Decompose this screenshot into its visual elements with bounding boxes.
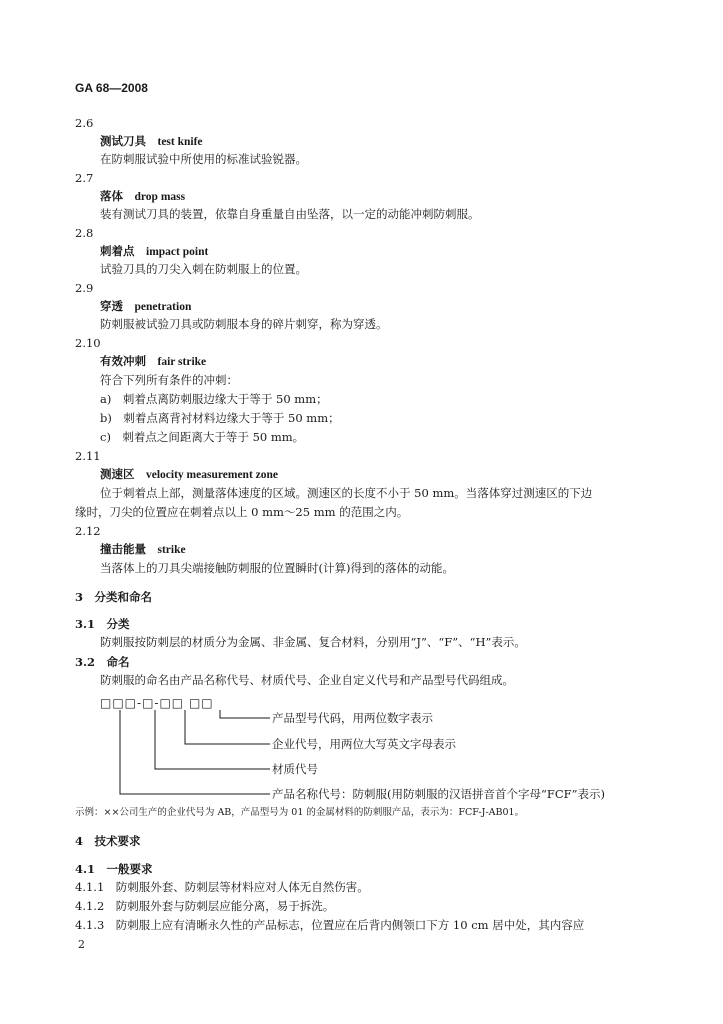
clause-number: 2.6 — [75, 116, 94, 130]
example-note: 示例：××公司生产的企业代号为 AB，产品型号为 01 的金属材料的防刺服产品，表示为：FCF-J-AB01。 — [75, 807, 525, 818]
clause-number: 2.8 — [75, 226, 94, 240]
term-heading — [100, 189, 185, 204]
term-en: impact point — [146, 246, 209, 258]
term-zh: 有效冲刺 — [100, 354, 146, 368]
clause-number: 2.9 — [75, 281, 94, 295]
page-number: 2 — [78, 938, 85, 951]
term-heading — [100, 354, 206, 369]
paragraph: 防刺服按防刺层的材质分为金属、非金属、复合材料，分别用“J”、“F”、“H”表示。 — [100, 635, 526, 649]
requirement-item: 4.1.2 防刺服外套与防刺层应能分离，易于拆洗。 — [75, 899, 335, 913]
term-heading — [100, 467, 278, 482]
term-en: test knife — [157, 136, 203, 148]
term-heading — [100, 134, 203, 149]
term-en: velocity measurement zone — [146, 469, 278, 481]
clause-number: 2.12 — [75, 524, 101, 538]
code-pattern: □□□-□-□□ □□ — [100, 696, 214, 710]
term-zh: 测试刀具 — [100, 134, 146, 148]
term-definition: 在防刺服试验中所使用的标准试验锐器。 — [100, 152, 307, 166]
requirement-item: 4.1.1 防刺服外套、防刺层等材料应对人体无自然伤害。 — [75, 880, 369, 894]
clause-number: 2.11 — [75, 449, 101, 463]
term-zh: 测速区 — [100, 467, 135, 481]
term-definition: 试验刀具的刀尖入刺在防刺服上的位置。 — [100, 262, 307, 276]
term-definition: 防刺服被试验刀具或防刺服本身的碎片刺穿，称为穿透。 — [100, 317, 388, 331]
list-item: a) 刺着点离防刺服边缘大于等于 50 mm； — [100, 392, 328, 406]
term-zh: 穿透 — [100, 299, 123, 313]
label-material-code: 材质代号 — [272, 762, 318, 776]
term-zh: 落体 — [100, 189, 123, 203]
term-zh: 撞击能量 — [100, 542, 146, 556]
term-definition: 符合下列所有条件的冲刺： — [100, 373, 238, 387]
term-en: drop mass — [134, 191, 186, 203]
clause-number: 2.7 — [75, 171, 94, 185]
paragraph: 防刺服的命名由产品名称代号、材质代号、企业自定义代号和产品型号代码组成。 — [100, 673, 514, 687]
term-heading — [100, 244, 208, 259]
subsection-heading: 3.2 命名 — [75, 655, 130, 669]
term-heading — [100, 542, 186, 557]
label-product-model-code: 产品型号代码，用两位数字表示 — [272, 711, 433, 725]
page-header: GA 68—2008 — [75, 81, 148, 95]
list-item: c) 刺着点之间距离大于等于 50 mm。 — [100, 430, 305, 444]
section-heading: 3 分类和命名 — [75, 590, 153, 604]
list-item: b) 刺着点离背衬材料边缘大于等于 50 mm； — [100, 411, 340, 425]
naming-code-diagram — [100, 698, 660, 800]
label-product-name-code: 产品名称代号：防刺服(用防刺服的汉语拼音首个字母“FCF”表示) — [272, 787, 605, 801]
term-definition: 位于刺着点上部，测量落体速度的区域。测速区的长度不小于 50 mm。当落体穿过测速区的下边 — [100, 486, 593, 500]
term-en: penetration — [134, 301, 192, 313]
section-heading: 4 技术要求 — [75, 834, 141, 848]
term-definition: 当落体上的刀具尖端接触防刺服的位置瞬时(计算)得到的落体的动能。 — [100, 561, 454, 575]
subsection-heading: 4.1 一般要求 — [75, 862, 153, 876]
term-en: strike — [157, 544, 186, 556]
term-en: fair strike — [157, 356, 207, 368]
subsection-heading: 3.1 分类 — [75, 617, 130, 631]
term-definition-cont: 缘时，刀尖的位置应在刺着点以上 0 mm～25 mm 的范围之内。 — [75, 505, 409, 519]
term-zh: 刺着点 — [100, 244, 135, 258]
clause-number: 2.10 — [75, 336, 101, 350]
label-enterprise-code: 企业代号，用两位大写英文字母表示 — [272, 737, 456, 751]
term-heading — [100, 299, 191, 314]
term-definition: 装有测试刀具的装置，依靠自身重量自由坠落，以一定的动能冲刺防刺服。 — [100, 207, 480, 221]
requirement-item: 4.1.3 防刺服上应有清晰永久性的产品标志，位置应在后背内侧领口下方 10 cm 居中处，其内容应 — [75, 918, 585, 932]
